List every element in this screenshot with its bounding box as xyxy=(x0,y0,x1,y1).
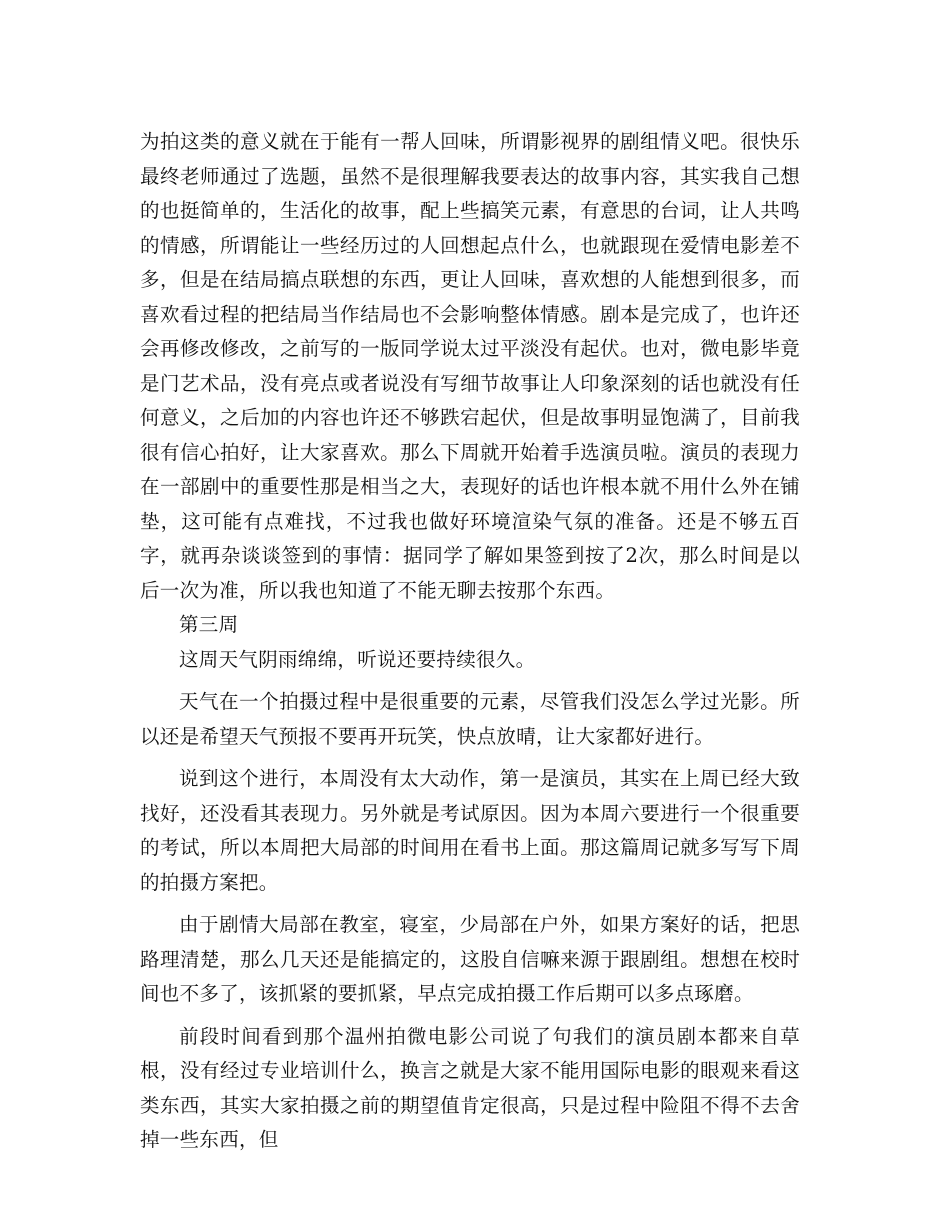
paragraph: 由于剧情大局部在教室，寝室，少局部在户外，如果方案好的话，把思路理清楚，那么几天还是能搞定的，这股自信嘛来源于跟剧组。想想在校时间也不多了，该抓紧的要抓紧，早点完成拍摄工作后期可以多点琢磨。 xyxy=(140,913,800,1005)
paragraph: 说到这个进行，本周没有太大动作，第一是演员，其实在上周已经大致找好，还没看其表现力。另外就是考试原因。因为本周六要进行一个很重要的考试，所以本周把大局部的时间用在看书上面。那这篇周记就多写写下周的拍摄方案把。 xyxy=(140,767,800,894)
document-body xyxy=(140,125,800,1158)
paragraph: 前段时间看到那个温州拍微电影公司说了句我们的演员剧本都来自草根，没有经过专业培训什么，换言之就是大家不能用国际电影的眼观来看这类东西，其实大家拍摄之前的期望值肯定很高，只是过程中险阻不得不去舍掉一些东西，但 xyxy=(140,1024,800,1151)
section-heading-week-three: 第三周 xyxy=(179,613,239,636)
paragraph: 天气在一个拍摄过程中是很重要的元素，尽管我们没怎么学过光影。所以还是希望天气预报不要再开玩笑，快点放晴，让大家都好进行。 xyxy=(140,690,800,748)
paragraph-continued: 为拍这类的意义就在于能有一帮人回味，所谓影视界的剧组情义吧。很快乐最终老师通过了选题，虽然不是很理解我要表达的故事内容，其实我自己想的也挺简单的，生活化的故事，配上些搞笑元素，有意思的台词，让人共鸣的情感，所谓能让一些经历过的人回想起点什么，也就跟现在爱情电影差不多，但是在结局搞点联想的东西，更让人回味，喜欢想的人能想到很多，而喜欢看过程的把结局当作结局也不会影响整体情感。剧本是完成了，也许还会再修改修改，之前写的一版同学说太过平淡没有起伏。也对，微电影毕竟是门艺术品，没有亮点或者说没有写细节故事让人印象深刻的话也就没有任何意义，之后加的内容也许还不够跌宕起伏，但是故事明显饱满了，目前我很有信心拍好，让大家喜欢。那么下周就开始着手选演员啦。演员的表现力在一部剧中的重要性那是相当之大，表现好的话也许根本就不用什么外在铺垫，这可能有点难找，不过我也做好环境渲染气氛的准备。还是不够五百字，就再杂谈谈签到的事情：据同学了解如果签到按了2次，那么时间是以后一次为准，所以我也知道了不能无聊去按那个东西。 xyxy=(140,130,800,602)
paragraph: 这周天气阴雨绵绵，听说还要持续很久。 xyxy=(179,647,536,671)
